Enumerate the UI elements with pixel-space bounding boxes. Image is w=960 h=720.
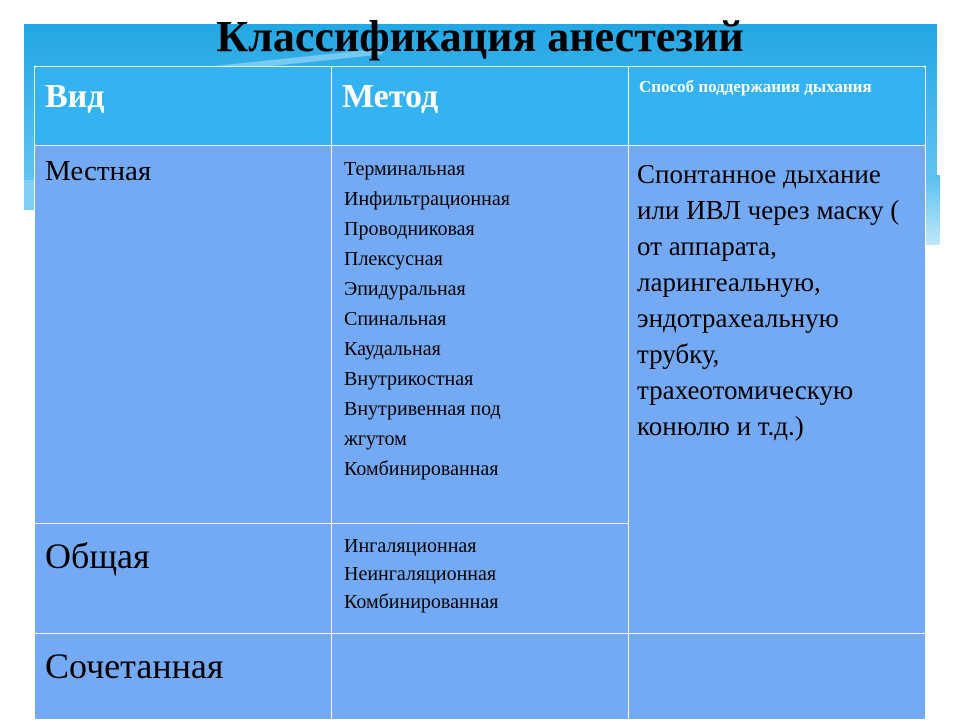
kind-label: Местная — [45, 155, 152, 187]
table-row — [35, 634, 926, 720]
kind-label: Сочетанная — [45, 646, 224, 686]
header-breathing — [629, 67, 926, 146]
table-row — [35, 146, 926, 524]
list-item: Терминальная — [344, 158, 466, 180]
page-title: Классификация анестезий — [216, 12, 744, 61]
header-kind — [35, 67, 332, 146]
list-item: Инфильтрационная — [344, 188, 510, 210]
list-item: Спинальная — [344, 308, 447, 330]
list-item: Плексусная — [344, 248, 443, 270]
header-method — [332, 67, 629, 146]
list-item: Неингаляционная — [344, 563, 497, 585]
methods-list — [332, 524, 628, 616]
methods-list — [332, 146, 628, 484]
header-kind-label: Вид — [45, 78, 105, 115]
list-item: Комбинированная — [344, 591, 499, 613]
list-item: жгутом — [344, 428, 407, 450]
anesthesia-table — [34, 66, 926, 720]
cell-kind-combined — [35, 634, 332, 720]
list-item: Комбинированная — [344, 458, 499, 480]
cell-methods-general — [332, 524, 629, 634]
cell-methods-combined — [332, 634, 629, 720]
header-method-label: Метод — [342, 78, 439, 115]
list-item: Ингаляционная — [344, 535, 477, 557]
table-header-row — [35, 67, 926, 146]
cell-breathing — [629, 146, 926, 634]
cell-methods-local — [332, 146, 629, 524]
list-item: Каудальная — [344, 338, 441, 360]
breathing-text: Спонтанное дыхание или ИВЛ через маску ( от аппарата, ларингеальную, эндотрахеальную трубку, трахеотомическую конюлю и т.д.) — [637, 159, 900, 441]
list-item: Внутрикостная — [344, 368, 474, 390]
cell-kind-local — [35, 146, 332, 524]
list-item: Эпидуральная — [344, 278, 466, 300]
cell-breathing-combined — [629, 634, 926, 720]
list-item: Внутривенная под — [344, 398, 501, 420]
header-breathing-label: Способ поддержания дыхания — [639, 77, 872, 96]
kind-label: Общая — [45, 536, 150, 576]
list-item: Проводниковая — [344, 218, 475, 240]
cell-kind-general — [35, 524, 332, 634]
